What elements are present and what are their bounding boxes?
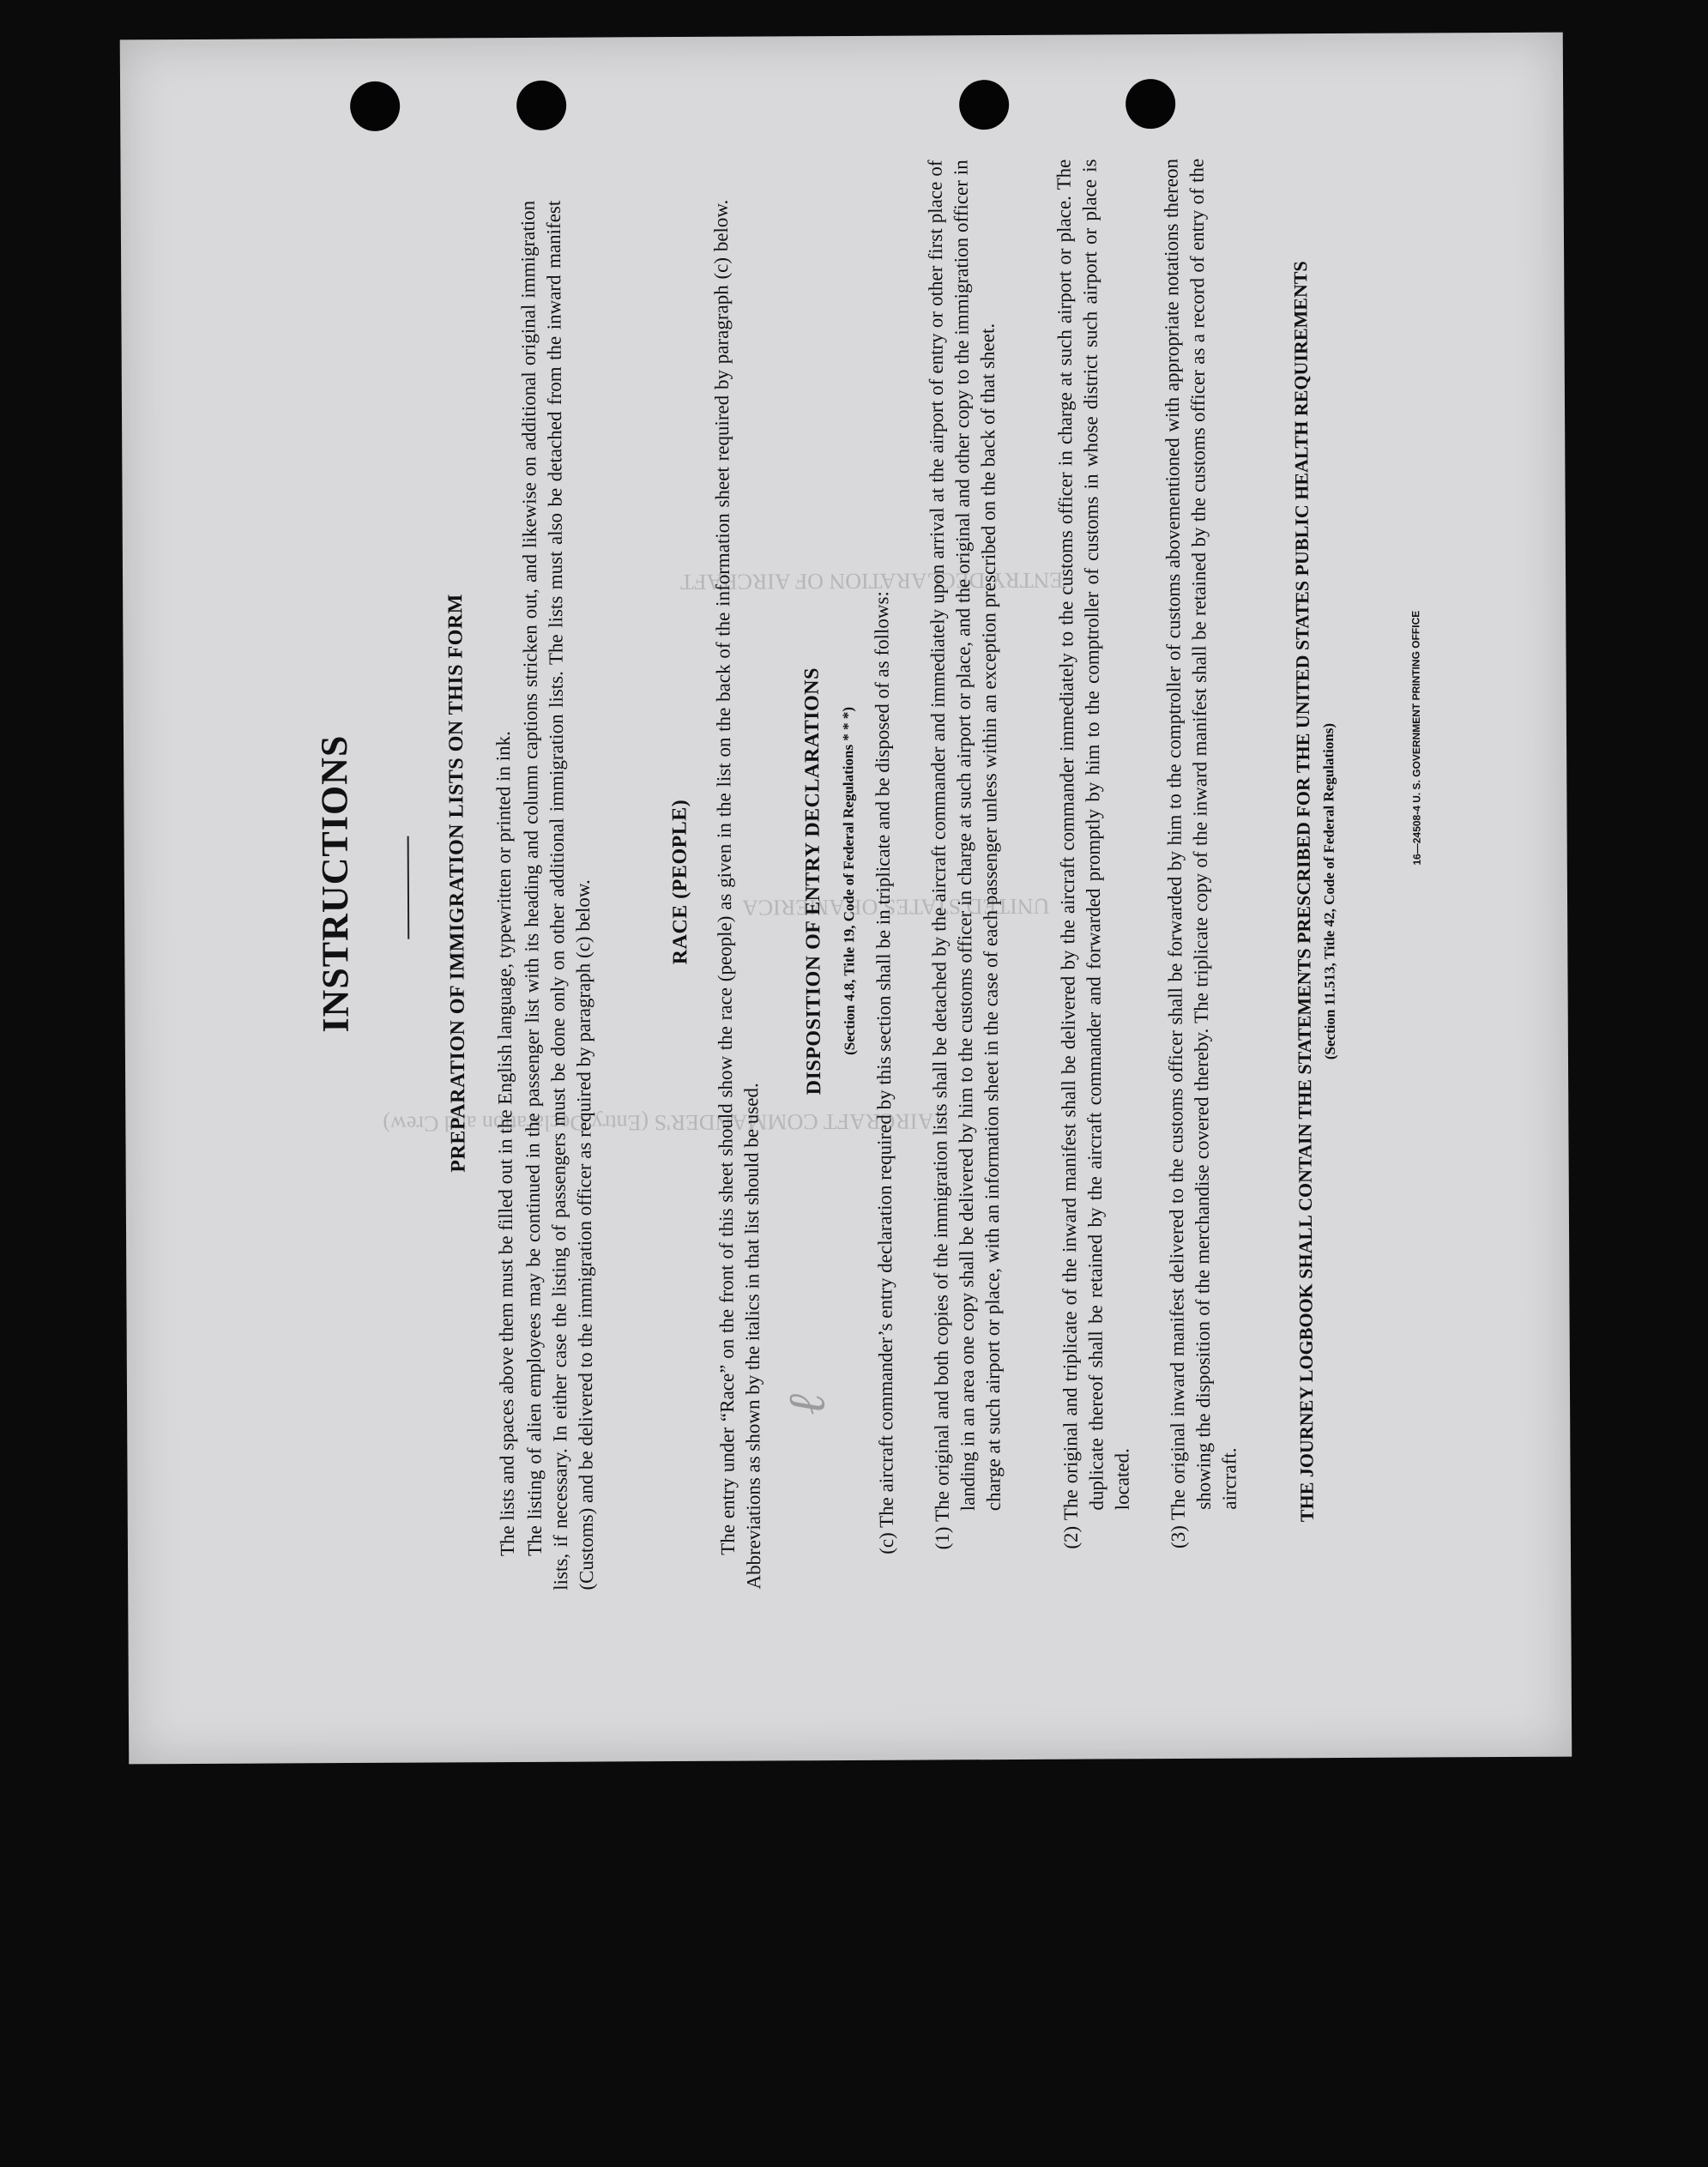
- list-item: (2) The original and triplicate of the inward manifest shall be delivered by the aircraft commander immediately to the customs officer in charge at such airport or place. The duplicate thereof shall be retained by the aircraft commander and forwarded promptly by him to the comptroller of customs in whose district such airport or place is located.: [1053, 159, 1133, 1549]
- paragraph: The entry under “Race” on the front of this sheet should show the race (people) as given in the list on the back of the information sheet required by paragraph (c) below. Abbreviations as shown by the italics in that list should be used.: [709, 199, 765, 1590]
- section-citation: (Section 4.8, Title 19, Code of Federal Regulations * * *): [839, 706, 858, 1055]
- paragraph: The lists and spaces above them must be filled out in the English language, typewritten or printed in ink.: [492, 731, 519, 1557]
- show-through-text: UNITED STATES OF AMERICA: [741, 893, 1050, 921]
- handwritten-mark: ℓ: [776, 1393, 837, 1415]
- section-heading-race: RACE (PEOPLE): [668, 799, 692, 965]
- footer-requirement: THE JOURNEY LOGBOOK SHALL CONTAIN THE STATEMENTS PRESCRIBED FOR THE UNITED STATES PUBLIC HEALTH REQUIREMENTS: [1289, 261, 1318, 1523]
- list-item: (3) The original inward manifest delivered to the customs officer shall be forwarded by him to the comptroller of customs abovementioned with appropriate notations thereon showing the disposition of the merchandise covered thereby. The triplicate copy of the inward manifest shall be retained by the customs officer as a record of entry of the aircraft.: [1160, 158, 1240, 1549]
- show-through-text: ENTRY DECLARATION OF AIRCRAFT: [679, 567, 1064, 595]
- document-page: [120, 33, 1572, 1765]
- rotated-content: [249, 50, 1501, 1712]
- list-item: (1) The original and both copies of the immigration lists shall be detached by the aircraft commander and immediately upon arrival at the airport of entry or other first place of landing in an area one copy shall be delivered by him to the customs officer in charge at such airport or place, and the original and other copy to the immigration officer in charge at such airport or place, with an information sheet in the case of each passenger unless within an exception prescribed on the back of that sheet.: [924, 160, 1005, 1550]
- show-through-text: AIRCRAFT COMMANDER'S (Entry Declaration and Crew): [383, 1108, 934, 1137]
- footer-citation: (Section 11.513, Title 42, Code of Federal Regulations): [1319, 722, 1338, 1060]
- paragraph: The listing of alien employees may be continued in the passenger list with its heading and column captions stricken out, and likewise on additional original immigration lists, if necessary. In either case the listing of passengers must be done only on other additional immigration lists. The lists must also be detached from the inward manifest (Customs) and be delivered to the immigration officer as required by paragraph (c) below.: [516, 200, 598, 1591]
- document-title: INSTRUCTIONS: [312, 734, 357, 1033]
- section-heading-disposition: DISPOSITION OF ENTRY DECLARATIONS: [800, 667, 826, 1096]
- section-heading-preparation: PREPARATION OF IMMIGRATION LISTS ON THIS FORM: [444, 594, 470, 1173]
- title-divider: [407, 836, 410, 939]
- paragraph: (c) The aircraft commander’s entry declaration required by this section shall be in triplicate and be disposed of as follows:: [871, 591, 898, 1554]
- printer-mark: 16—24508-4 U. S. GOVERNMENT PRINTING OFFICE: [1409, 610, 1423, 866]
